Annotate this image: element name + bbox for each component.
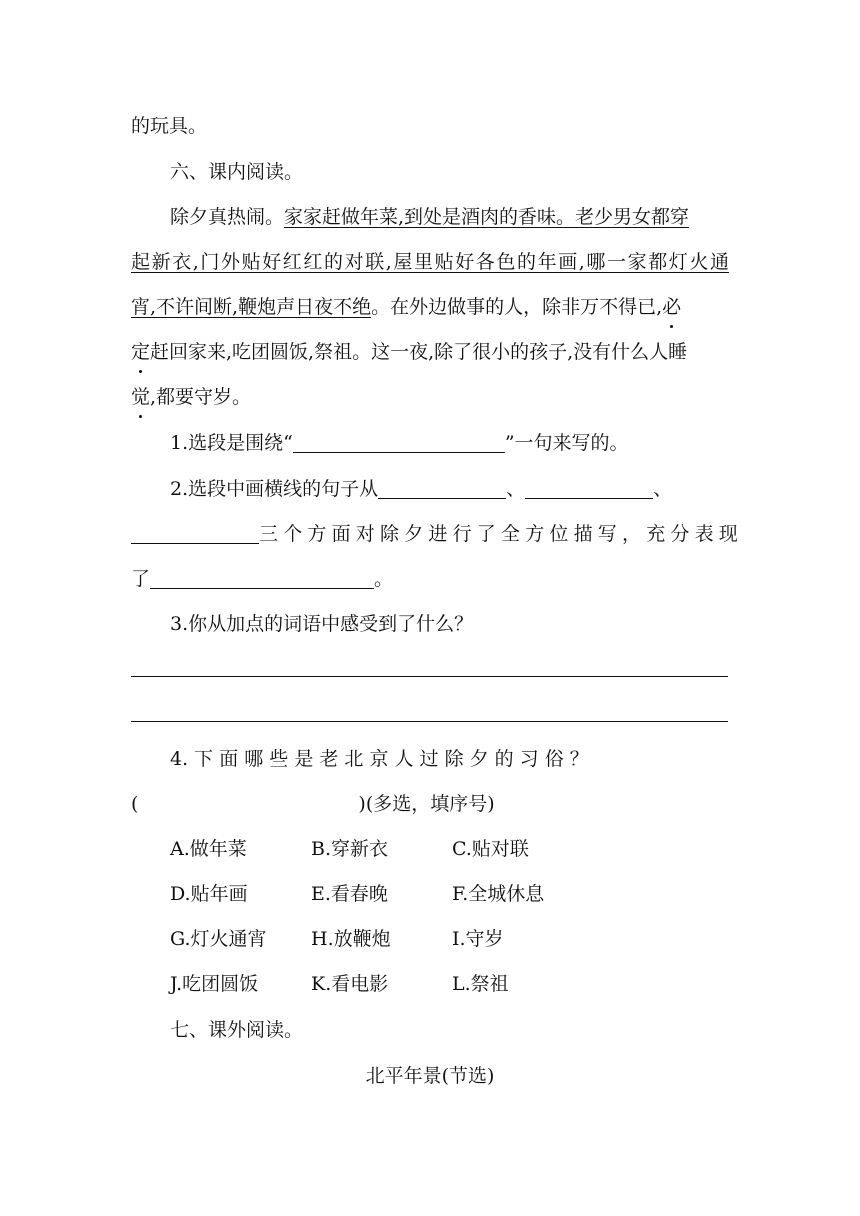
option-c: C.贴对联 [452, 838, 529, 860]
article-title: 北平年景(节选) [365, 1065, 495, 1087]
question-1 [170, 429, 730, 457]
option-i: I.守岁 [452, 928, 504, 950]
question-2-line-3 [131, 565, 729, 593]
bracket-open: ( [131, 793, 139, 815]
top-fragment: 的玩具。 [131, 115, 208, 137]
question-3: 3.你从加点的词语中感受到了什么？ [170, 613, 474, 635]
underlined-sentence: 家家赶做年菜,到处是酒肉的香味。老少男女都穿 [284, 206, 690, 228]
passage-line-4 [131, 338, 729, 366]
passage-line-5 [131, 383, 729, 411]
underlined-sentence: 宵,不许间断,鞭炮声日夜不绝 [131, 296, 372, 318]
question-4: 4. 下 面 哪 些 是 老 北 京 人 过 除 夕 的 习 俗 ？ [170, 748, 589, 770]
passage-text: 除夕真热闹。 [170, 206, 285, 228]
question-2-line-1 [170, 475, 730, 503]
section6-heading: 六、课内阅读。 [170, 161, 304, 183]
passage-line-2: 起新衣,门外贴好红红的对联,屋里贴好各色的年画,哪一家都灯火通 [131, 251, 729, 273]
question-text: ”一句来写的。 [504, 432, 629, 454]
answer-blank-q2-1[interactable] [378, 478, 506, 499]
option-d: D.贴年画 [170, 883, 248, 905]
question-4-answer-row [131, 790, 729, 818]
passage-line-1 [170, 203, 730, 231]
answer-blank-q2-3[interactable] [131, 523, 259, 544]
dotted-word: 定 [131, 338, 150, 366]
answer-blank-q2-4[interactable] [150, 568, 374, 589]
passage-text: ,都要守岁。 [150, 386, 252, 408]
answer-line-q3-2[interactable] [131, 721, 728, 722]
option-b: B.穿新衣 [311, 838, 389, 860]
separator: 、 [653, 478, 673, 500]
passage-text: 赶回家来,吃团圆饭,祭祖。这一夜,除了很小的孩子,没有什么人睡 [150, 341, 688, 363]
option-k: K.看电影 [311, 973, 389, 995]
question-text: 2.选段中画横线的句子从 [170, 478, 379, 500]
answer-blank-q2-2[interactable] [525, 478, 653, 499]
option-f: F.全城休息 [452, 883, 545, 905]
option-g: G.灯火通宵 [170, 928, 267, 950]
option-l: L.祭祖 [452, 973, 509, 995]
dotted-word: 觉 [131, 383, 150, 411]
answer-line-q3-1[interactable] [131, 676, 728, 677]
option-a: A.做年菜 [170, 838, 247, 860]
question-text: 了 [131, 568, 151, 590]
question-text: 1.选段是围绕“ [170, 432, 293, 454]
question-text: 。 [374, 568, 394, 590]
dotted-word: 必 [662, 293, 681, 321]
question-text: 三个方面对除夕进行了全方位描写，充分表现 [259, 523, 744, 545]
answer-blank-q1[interactable] [293, 432, 505, 453]
passage-line-3 [131, 293, 729, 321]
option-e: E.看春晚 [311, 883, 388, 905]
section7-heading: 七、课外阅读。 [170, 1019, 304, 1041]
passage-text: 。在外边做事的人，除非万不得已, [371, 296, 663, 318]
question-2-line-2 [131, 520, 744, 548]
option-j: J.吃团圆饭 [170, 973, 259, 995]
separator: 、 [506, 478, 526, 500]
question-text: )(多选，填序号) [358, 793, 495, 815]
option-h: H.放鞭炮 [311, 928, 391, 950]
